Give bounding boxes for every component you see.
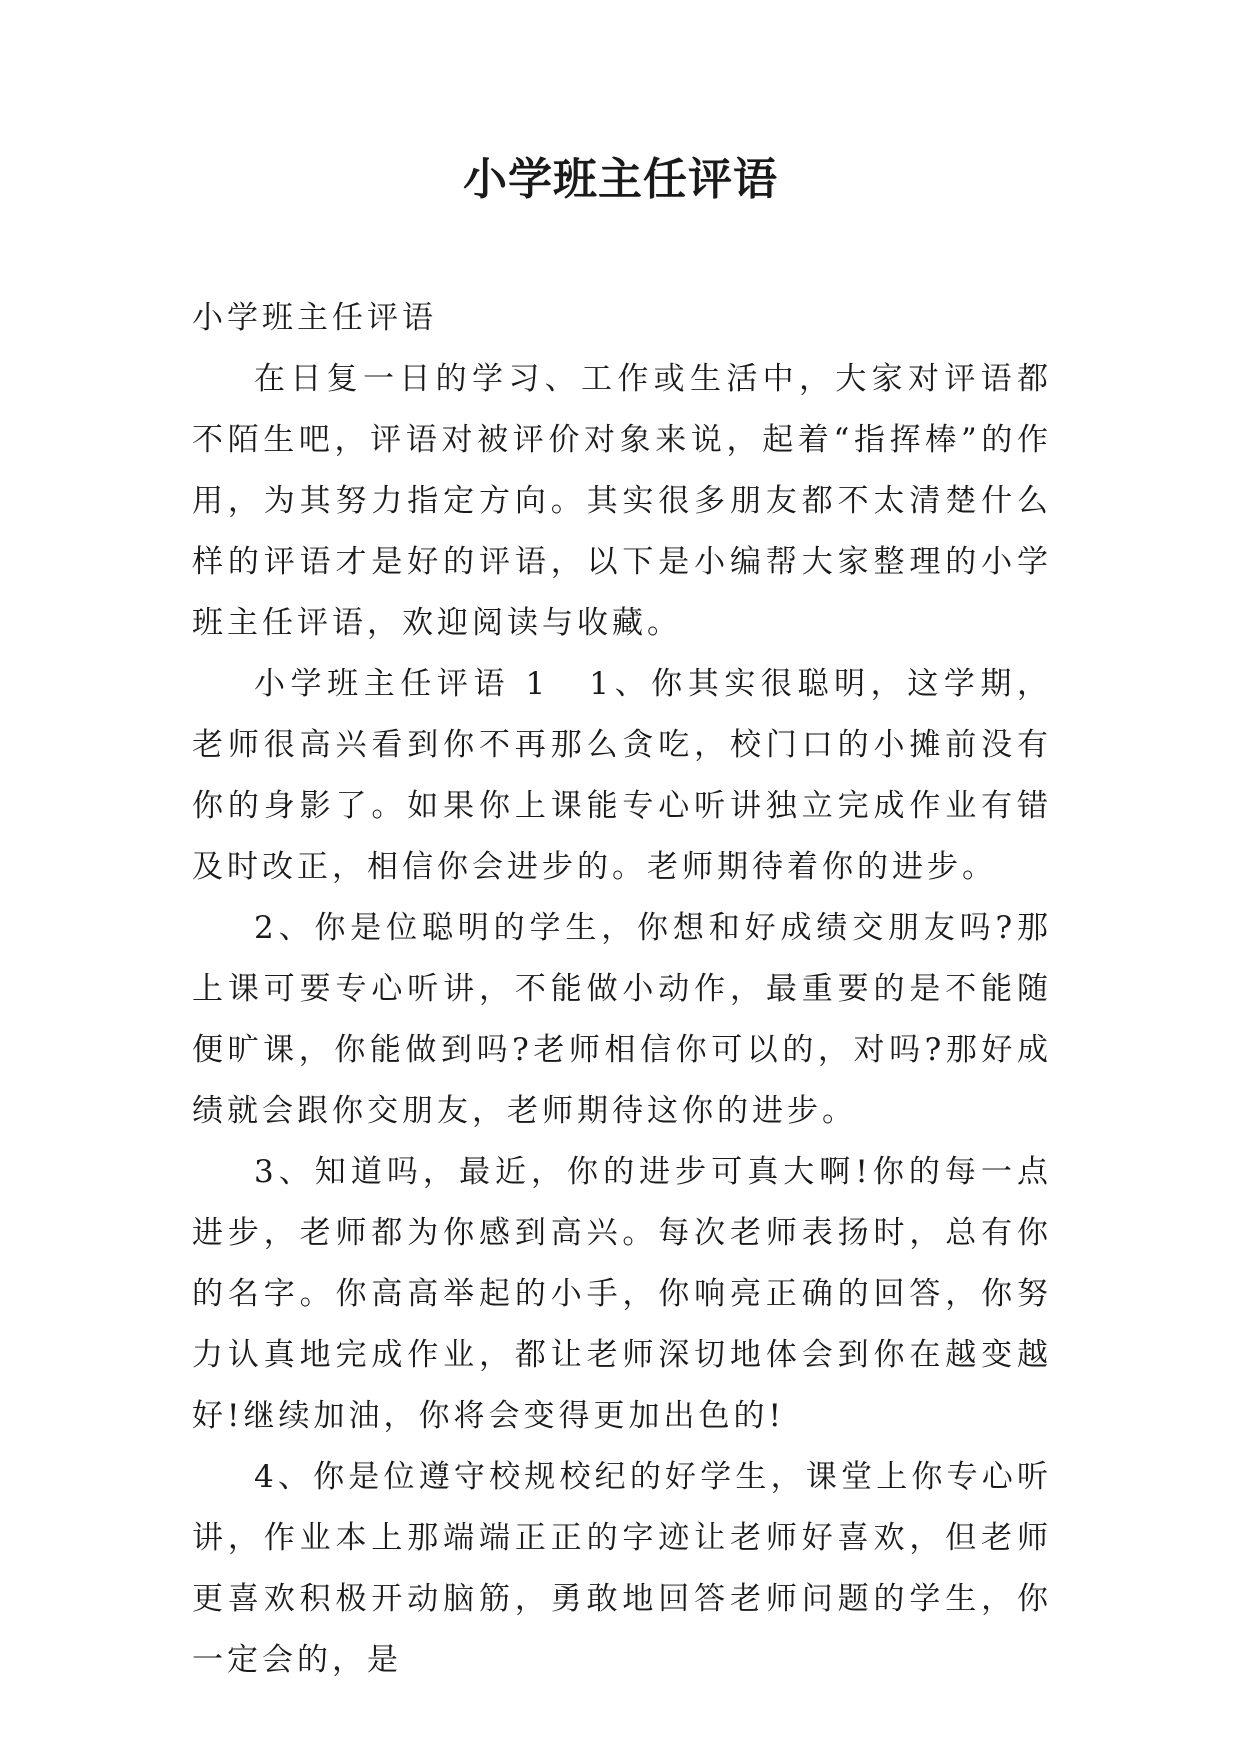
section-heading: 小学班主任评语 1 [254, 666, 550, 702]
comment-paragraph-4: 4、你是位遵守校规校纪的好学生，课堂上你专心听讲，作业本上那端端正正的字迹让老师好喜欢，但老师更喜欢积极开动脑筋，勇敢地回答老师问题的学生，你一定会的，是 [192, 1459, 1052, 1678]
comment-text-1: 1、你其实很聪明，这学期，老师很高兴看到你不再那么贪吃，校门口的小摊前没有你的身影了。如果你上课能专心听讲独立完成作业有错及时改正，相信你会进步的。老师期待着你的进步。 [192, 666, 1053, 885]
document-title: 小学班主任评语 [463, 154, 778, 205]
comment-paragraph-1 [192, 654, 1052, 898]
comment-paragraph-3: 3、知道吗，最近，你的进步可真大啊!你的每一点进步，老师都为你感到高兴。每次老师表扬时，总有你的名字。你高高举起的小手，你响亮正确的回答，你努力认真地完成作业，都让老师深切地体会到你在越变越好!继续加油，你将会变得更加出色的! [192, 1154, 1052, 1434]
comment-paragraph-2: 2、你是位聪明的学生，你想和好成绩交朋友吗?那上课可要专心听讲，不能做小动作，最重要的是不能随便旷课，你能做到吗?老师相信你可以的，对吗?那好成绩就会跟你交朋友，老师期待这你的进步。 [192, 910, 1052, 1129]
document-body [192, 288, 1052, 1691]
document-subtitle: 小学班主任评语 [192, 300, 437, 336]
intro-paragraph: 在日复一日的学习、工作或生活中，大家对评语都不陌生吧，评语对被评价对象来说，起着“指挥棒”的作用，为其努力指定方向。其实很多朋友都不太清楚什么样的评语才是好的评语，以下是小编帮大家整理的小学班主任评语，欢迎阅读与收藏。 [192, 361, 1052, 641]
